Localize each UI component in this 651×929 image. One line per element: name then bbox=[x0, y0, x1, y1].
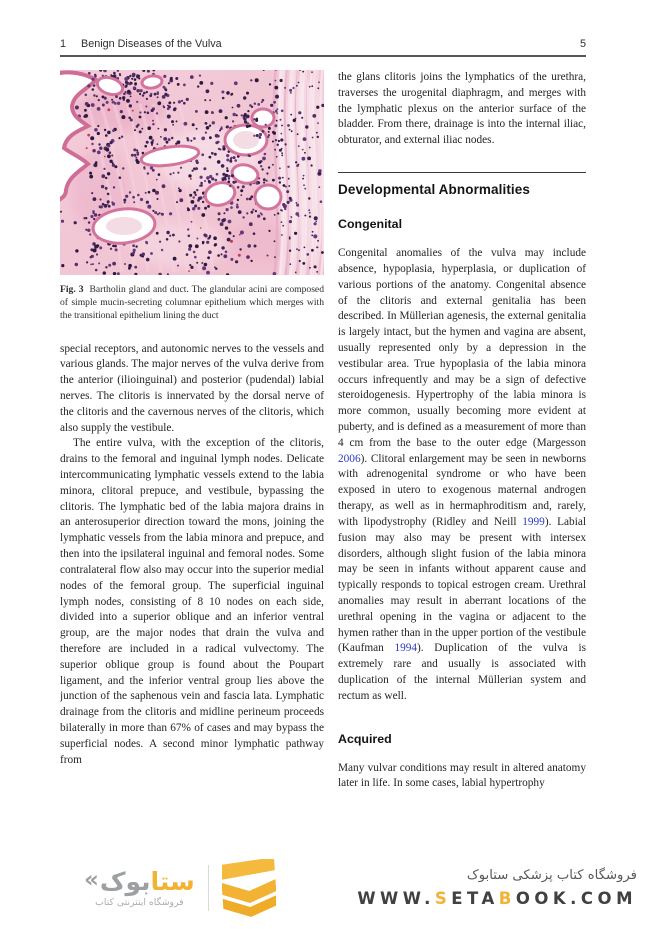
section-heading-developmental-abnormalities: Developmental Abnormalities bbox=[338, 182, 530, 198]
left-column bbox=[60, 70, 324, 862]
logo-emblem-icon bbox=[222, 859, 276, 917]
text-segment: WWW. bbox=[357, 889, 435, 908]
logo-wordmark-block bbox=[84, 868, 195, 909]
chapter-number: 1 bbox=[60, 38, 67, 50]
logo-divider bbox=[208, 865, 209, 911]
text-segment: ستا bbox=[150, 866, 195, 896]
subsection-heading-acquired: Acquired bbox=[338, 731, 392, 746]
right-column bbox=[338, 70, 586, 862]
logo-chevron-icon: « bbox=[84, 866, 99, 893]
left-paragraph-2: The entire vulva, with the exception of the clitoris, drains to the femoral and inguinal lymph nodes. Delicate intercommunicating lymphatic vessels extend to the labia minora, clitoral prepuce, and vestibule, bypassing the clitoris. The lymphatic bed of the labia majora drains in an anterosuperior direction toward the mons, joining the lymphatic vessels from the labia minora and prepuce, and then into the ipsilateral inguinal and femoral nodes. Some contralateral flow also may occur into the superior medial nodes of the femoral group. The superficial inguinal lymph nodes, consisting of 8 10 nodes on each side, divided into a superior oblique and an inferior ventral group, are the major nodes that drain the vulva and therefore are included in a radical vulvectomy. The superior oblique group is found about the Poupart ligament, and the inferior ventral group lies above the junction of the saphenous vein and fascia lata. Lymphatic drainage from the clitoris and midline perineum proceeds bilaterally in more than 67% of cases and may bypass the superficial nodes. A second minor lymphatic pathway from bbox=[60, 437, 324, 766]
histology-micrograph bbox=[60, 70, 324, 275]
text-segment: Congenital anomalies of the vulva may include absence, hypoplasia, hyperplasia, or duplication of various portions of the anatomy. Congenital absence of the clitoris and external genitalia has been described. In Müllerian agenesis, the external genitalia is largely intact, but the hymen and vagina are absent, usually represented only by a depression in the vestibular area. True hypoplasia of the labia minora occurs infrequently and may be a sign of defective steroidogenesis. Hypertrophy of the labia minora is more common, usually becoming more evident at puberty, and is defined as a measurement of more than 4 cm from the base to the outer edge (Margesson bbox=[338, 247, 586, 449]
store-name: فروشگاه کتاب پزشکی ستابوک bbox=[466, 868, 637, 883]
page-number: 5 bbox=[579, 38, 586, 50]
website-link[interactable] bbox=[357, 889, 637, 908]
text-segment: بوک bbox=[99, 866, 151, 896]
bookstore-banner bbox=[0, 855, 651, 929]
text-segment: B bbox=[498, 889, 516, 908]
text-segment: ). Duplication of the vulva is extremely rare and usually is associated with duplication of the internal Müllerian system and rectum as well. bbox=[338, 642, 586, 702]
figure-caption-label: Fig. 3 bbox=[60, 284, 84, 295]
text-segment: ). Labial fusion may also may be present with intersex disorders, although slight fusion of the labia minora may be seen in infants without apparent cause and typically responds to topical estrogen cream. Urethral anomalies may result in aberrant locations of the urethral opening in the vagina or adjacent to the hymen rather than in the upper portion of the vestibule (Kaufman bbox=[338, 515, 586, 655]
header-rule bbox=[60, 55, 586, 57]
figure-caption-text: Bartholin gland and duct. The glandular acini are composed of simple mucin-secreting columnar epithelium which merges with the transitional epithelium lining the duct bbox=[60, 284, 324, 321]
congenital-paragraph bbox=[338, 246, 586, 705]
text-segment: S bbox=[434, 889, 452, 908]
citation-link[interactable]: 2006 bbox=[338, 452, 361, 465]
right-intro-paragraph: the glans clitoris joins the lymphatics of the urethra, traverses the urogenital diaphragm, and merges with the lymphatic plexus on the anterior surface of the bladder. From there, drainage is into the internal iliac, obturator, and external iliac nodes. bbox=[338, 71, 586, 147]
text-segment: ). Clitoral enlargement may be seen in newborns with adrenogenital syndrome or who have been exposed in utero to exogenous maternal androgen therapy, as well as in hermaphroditism and, rarely, with lipodystrophy (Ridley and Neill bbox=[338, 452, 586, 528]
running-head bbox=[60, 38, 586, 50]
figure-3 bbox=[60, 70, 324, 323]
citation-link[interactable]: 1999 bbox=[522, 515, 545, 528]
logo-tagline: فروشگاه اینترنتی کتاب bbox=[95, 897, 184, 909]
section-rule bbox=[338, 172, 586, 173]
setabook-logo bbox=[84, 859, 276, 917]
left-paragraph-1: special receptors, and autonomic nerves to the vessels and various glands. The major nerves of the vulva derive from the anterior (ilioinguinal) and posterior (pudendal) labial nerves. The clitoris is innervated by the dorsal nerve of the clitoris and the cavernous nerves of the clitoris, which also supply the vestibule. bbox=[60, 342, 324, 434]
text-segment: ETA bbox=[451, 889, 499, 908]
logo-wordmark bbox=[100, 868, 195, 896]
citation-link[interactable]: 1994 bbox=[394, 642, 418, 655]
text-segment: OOK.COM bbox=[515, 889, 637, 908]
acquired-paragraph: Many vulvar conditions may result in altered anatomy later in life. In some cases, labial hypertrophy bbox=[338, 761, 586, 790]
figure-caption bbox=[60, 284, 324, 323]
footer-store-info bbox=[357, 868, 637, 908]
chapter-title: Benign Diseases of the Vulva bbox=[81, 38, 222, 50]
two-column-text-block bbox=[60, 70, 586, 862]
subsection-heading-congenital: Congenital bbox=[338, 217, 403, 232]
